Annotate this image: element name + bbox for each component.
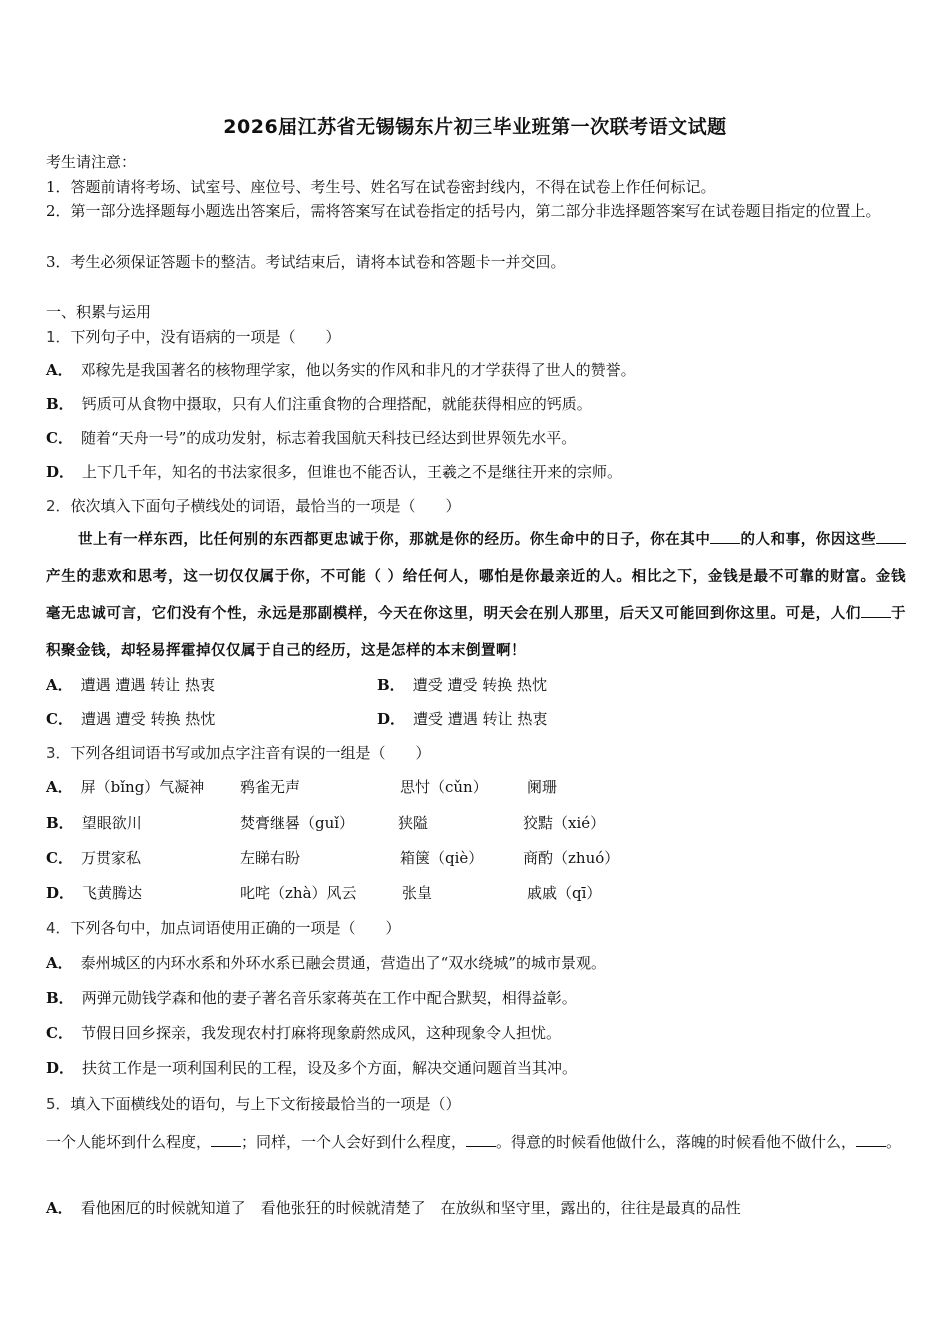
option-label: D． (46, 884, 75, 902)
question-4-option-c[interactable] (46, 1022, 561, 1044)
fill-blank[interactable] (211, 1132, 241, 1147)
option-word: 阑珊 (527, 778, 558, 796)
passage-text: 世上有一样东西，比任何别的东西都更忠诚于你，那就是你的经历。你生命中的日子，你在其中 (78, 531, 711, 548)
option-label: C． (46, 849, 73, 867)
option-label: B． (46, 395, 74, 413)
question-stem: 下列各组词语书写或加点字注音有误的一组是（ ） (70, 744, 431, 762)
question-1-option-c[interactable] (46, 427, 576, 449)
passage-text: 。得意的时候看他做什么，落魄的时候看他不做什么， (496, 1133, 857, 1151)
option-text: 两弹元勋钱学森和他的妻子著名音乐家蒋英在工作中配合默契，相得益彰。 (81, 989, 577, 1007)
option-label: B． (46, 814, 74, 832)
passage-text: 于积聚金钱，却轻易挥霍掉仅仅属于自己的经历，这是怎样的本末倒置啊！ (46, 605, 906, 659)
option-text: 上下几千年，知名的书法家很多，但谁也不能否认，王羲之不是继往开来的宗师。 (82, 463, 623, 481)
option-word: 万贯家私 (80, 849, 141, 867)
option-text: 节假日回乡探亲，我发现农村打麻将现象蔚然成风，这种现象令人担忧。 (80, 1024, 561, 1042)
question-number: 2． (46, 497, 71, 515)
option-word: 望眼欲川 (81, 814, 142, 832)
option-text: 看他困厄的时候就知道了 看他张狂的时候就清楚了 在放纵和坚守里，露出的，往往是最真的品性 (80, 1199, 741, 1217)
fill-blank[interactable] (861, 603, 891, 618)
passage-text: ；同样，一个人会好到什么程度， (241, 1133, 467, 1151)
section-heading: 一、积累与运用 (46, 303, 152, 321)
question-5-text (46, 1124, 906, 1161)
option-text: 泰州城区的内环水系和外环水系已融会贯通，营造出了“双水绕城”的城市景观。 (80, 954, 606, 972)
fill-blank[interactable] (856, 1132, 886, 1147)
option-word: 屏（bǐng）气凝神 (80, 778, 205, 796)
question-1-option-d[interactable] (46, 461, 622, 483)
fill-blank[interactable] (876, 529, 906, 544)
option-word: 左睇右盼 (240, 849, 301, 867)
option-word: 戚戚（qī） (527, 884, 602, 902)
option-word: 商酌（zhuó） (523, 849, 620, 867)
question-3-option-b[interactable] (46, 812, 142, 834)
question-1-stem (46, 326, 341, 348)
option-text: 遭遇 遭受 转换 热忱 (80, 710, 216, 728)
question-stem: 填入下面横线处的语句，与上下文衔接最恰当的一项是（） (70, 1095, 461, 1113)
question-stem: 下列句子中，没有语病的一项是（ ） (70, 328, 341, 346)
question-stem: 依次填入下面句子横线处的词语，最恰当的一项是（ ） (70, 497, 461, 515)
question-number: 3． (46, 744, 71, 762)
question-4-option-d[interactable] (46, 1057, 577, 1079)
option-word: 箱箧（qiè） (400, 849, 484, 867)
question-4-stem (46, 917, 401, 939)
option-word: 狡黠（xié） (523, 814, 606, 832)
option-label: A． (46, 778, 73, 796)
question-4-option-a[interactable] (46, 952, 606, 974)
question-1-option-a[interactable] (46, 359, 636, 381)
notice-item: 3．考生必须保证答题卡的整洁。考试结束后，请将本试卷和答题卡一并交回。 (46, 253, 566, 271)
passage-text: 产生的悲欢和思考，这一切仅仅属于你，不可能（ ）给任何人，哪怕是你最亲近的人。相比之下，金钱是最不可靠的财富。金钱毫无忠诚可言，它们没有个性，永远是那副模样，今天在你这里，明天会在别人那里，后天又可能回到你这里。可是，人们 (46, 568, 906, 622)
question-3-option-a[interactable] (46, 776, 204, 798)
option-label: A． (46, 1199, 73, 1217)
question-stem: 下列各句中，加点词语使用正确的一项是（ ） (70, 919, 401, 937)
question-5-option-a[interactable] (46, 1197, 741, 1219)
option-text: 邓稼先是我国著名的核物理学家，他以务实的作风和非凡的才学获得了世人的赞誉。 (80, 361, 636, 379)
option-label: C． (46, 1024, 73, 1042)
passage-text: 的人和事，你因这些 (740, 531, 876, 548)
option-label: B． (377, 676, 405, 694)
option-label: B． (46, 989, 74, 1007)
passage-text: 一个人能坏到什么程度， (46, 1133, 212, 1151)
option-label: C． (46, 429, 73, 447)
option-word: 思忖（cǔn） (400, 778, 488, 796)
question-2-option-a[interactable] (46, 674, 215, 696)
option-word: 飞黄腾达 (82, 884, 143, 902)
option-text: 钙质可从食物中摄取，只有人们注重食物的合理搭配，就能获得相应的钙质。 (81, 395, 592, 413)
option-text: 遭遇 遭遇 转让 热衷 (80, 676, 215, 694)
fill-blank[interactable] (466, 1132, 496, 1147)
option-label: D． (377, 710, 406, 728)
question-4-option-b[interactable] (46, 987, 577, 1009)
question-number: 1． (46, 328, 71, 346)
option-text: 随着“天舟一号”的成功发射，标志着我国航天科技已经达到世界领先水平。 (80, 429, 577, 447)
option-label: D． (46, 463, 75, 481)
option-word: 鸦雀无声 (240, 778, 301, 796)
option-text: 遭受 遭受 转换 热忱 (412, 676, 547, 694)
option-label: A． (46, 361, 73, 379)
option-text: 遭受 遭遇 转让 热衷 (413, 710, 548, 728)
question-1-option-b[interactable] (46, 393, 592, 415)
fill-blank[interactable] (710, 529, 740, 544)
question-3-option-c[interactable] (46, 847, 141, 869)
question-3-stem (46, 742, 431, 764)
question-number: 4． (46, 919, 71, 937)
notice-heading: 考生请注意： (46, 153, 137, 171)
notice-item: 2．第一部分选择题每小题选出答案后，需将答案写在试卷指定的括号内，第二部分非选择题答案写在试卷题目指定的位置上。 (46, 202, 881, 220)
question-2-option-d[interactable] (377, 708, 547, 730)
option-word: 叱咤（zhà）风云 (240, 884, 357, 902)
question-2-stem (46, 495, 461, 517)
option-label: D． (46, 1059, 75, 1077)
option-word: 焚膏继晷（guǐ） (240, 814, 355, 832)
option-word: 狭隘 (398, 814, 429, 832)
question-5-stem (46, 1093, 461, 1115)
option-text: 扶贫工作是一项利国利民的工程，设及多个方面，解决交通问题首当其冲。 (82, 1059, 578, 1077)
option-word: 张皇 (402, 884, 433, 902)
option-label: C． (46, 710, 73, 728)
passage-text: 。 (886, 1133, 902, 1151)
option-label: A． (46, 676, 73, 694)
notice-item: 1．答题前请将考场、试室号、座位号、考生号、姓名写在试卷密封线内，不得在试卷上作任何标记。 (46, 178, 716, 196)
question-3-option-d[interactable] (46, 882, 142, 904)
question-2-passage (46, 521, 906, 669)
page-title: 2026届江苏省无锡锡东片初三毕业班第一次联考语文试题 (223, 116, 727, 138)
question-number: 5． (46, 1095, 71, 1113)
question-2-option-b[interactable] (377, 674, 547, 696)
option-label: A． (46, 954, 73, 972)
question-2-option-c[interactable] (46, 708, 215, 730)
